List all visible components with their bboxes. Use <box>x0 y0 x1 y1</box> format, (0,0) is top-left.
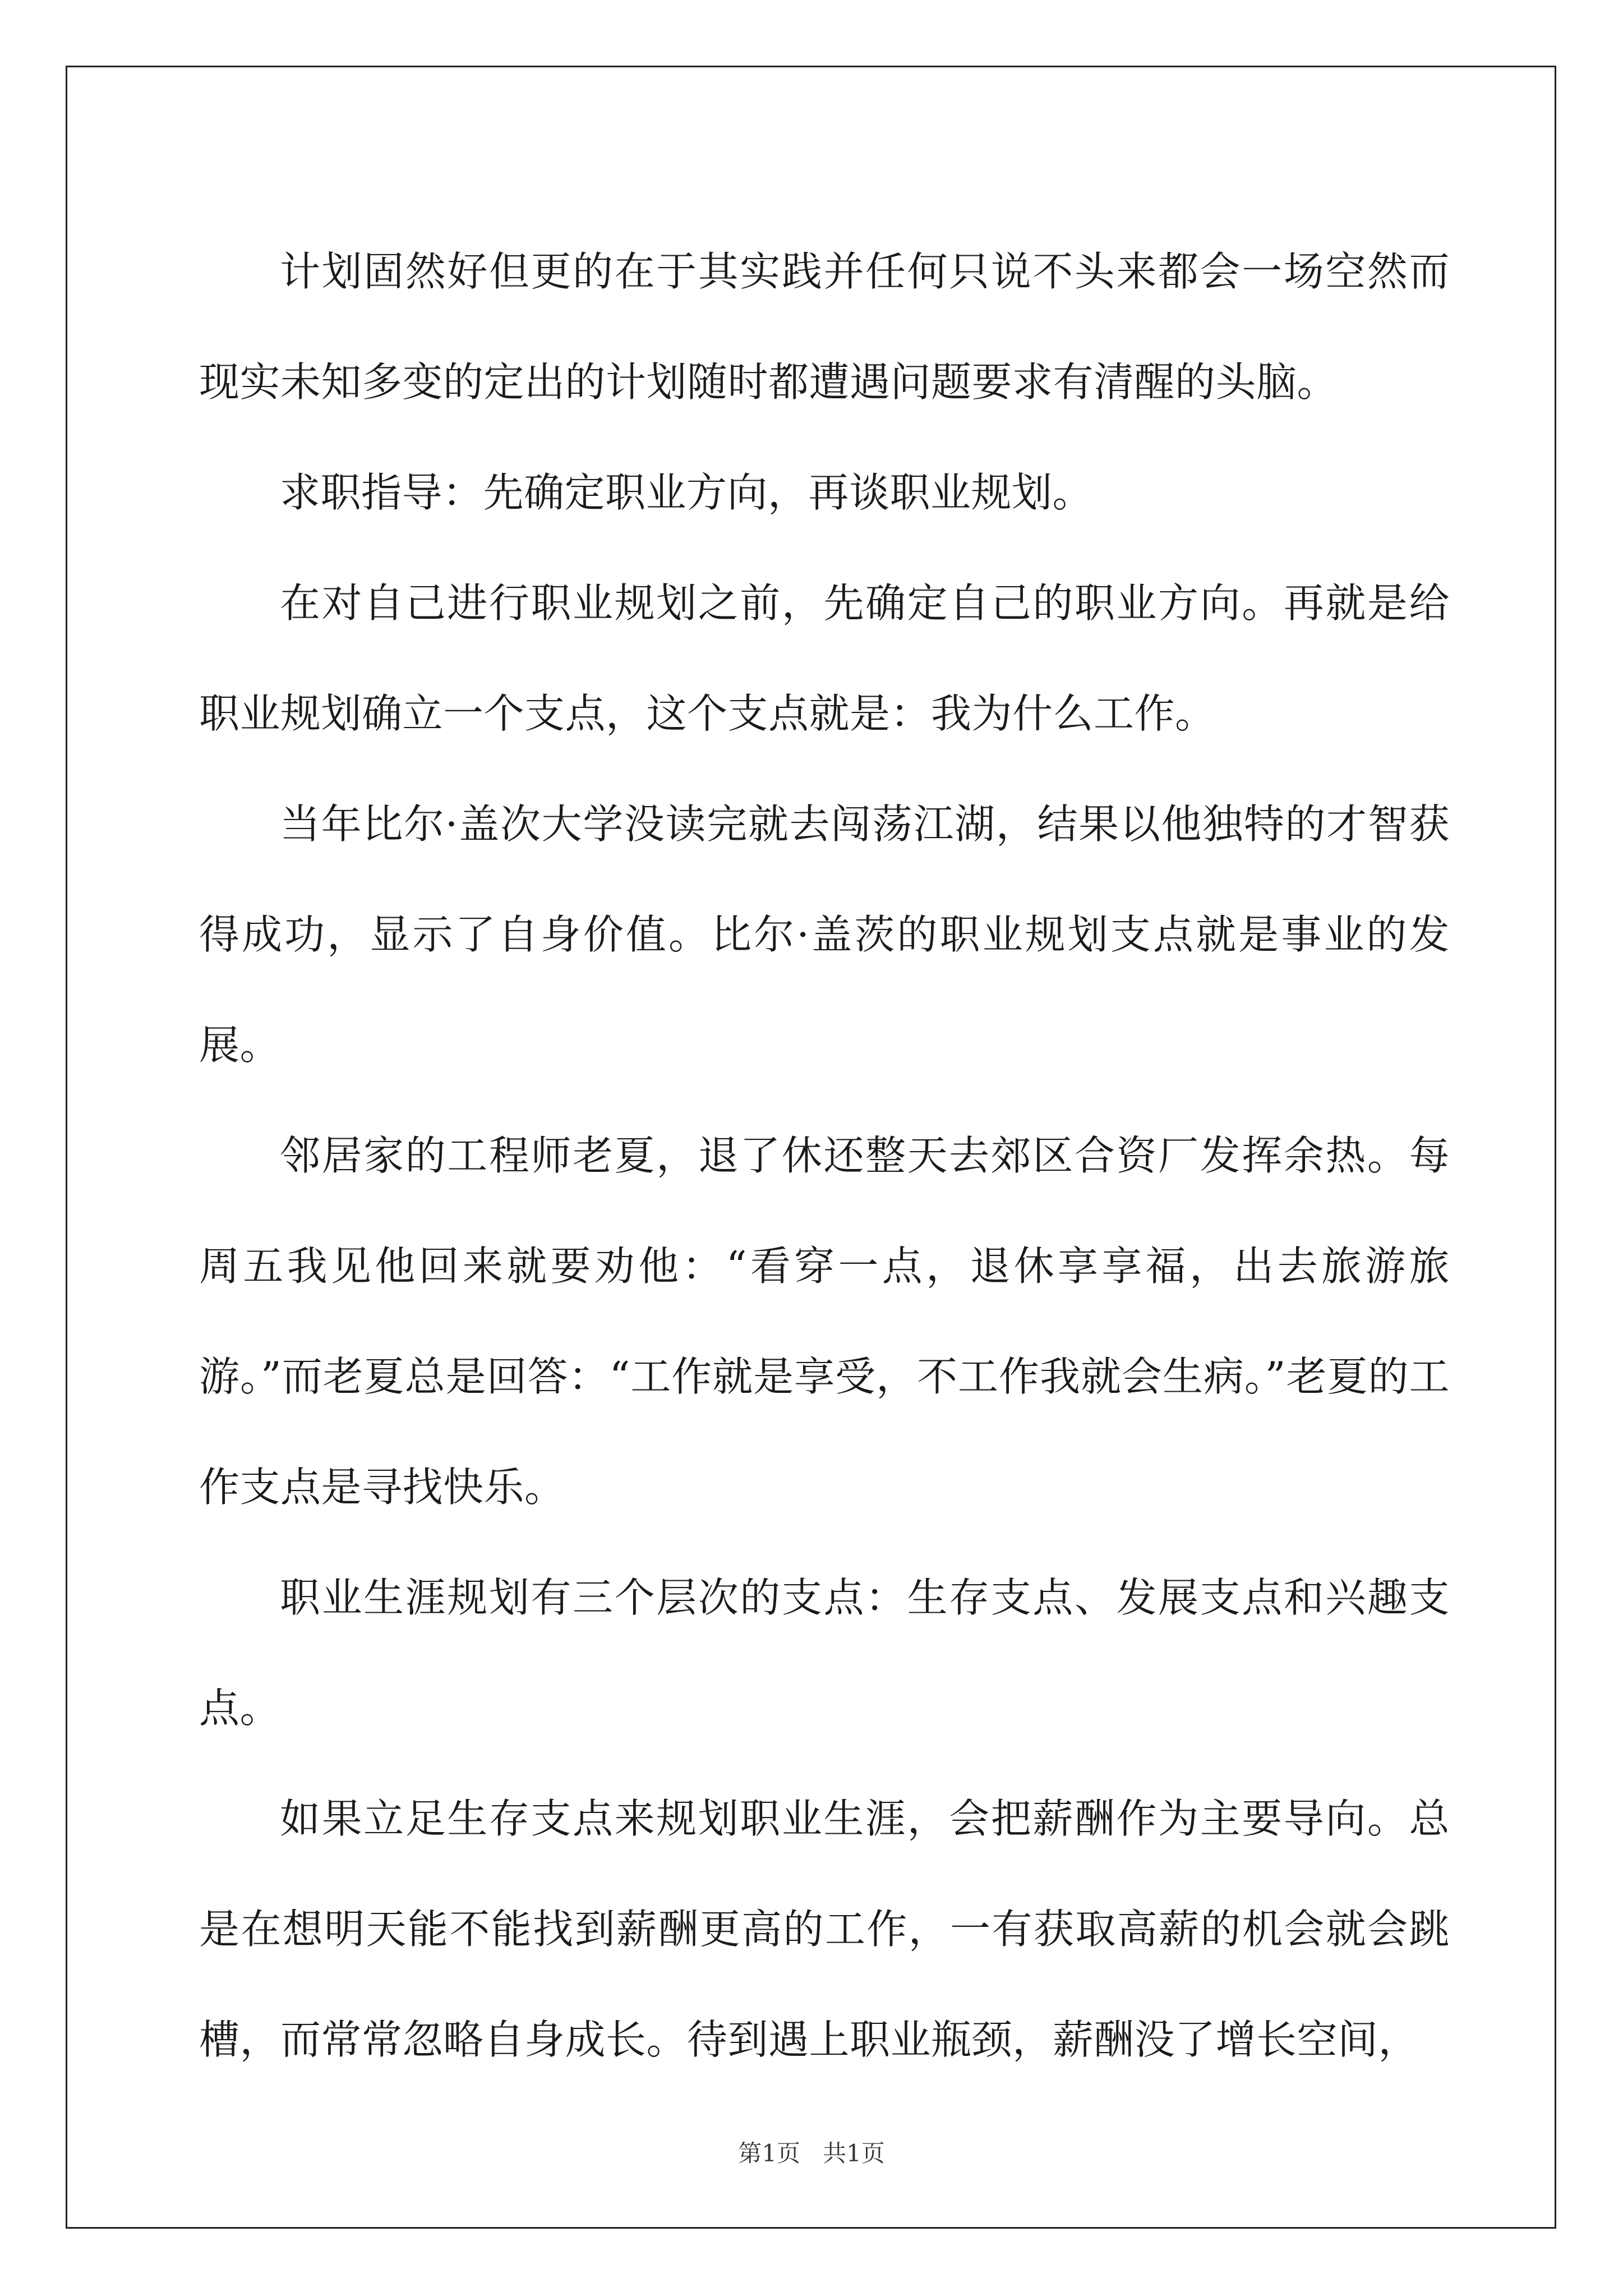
paragraph-6: 职业生涯规划有三个层次的支点：生存支点、发展支点和兴趣支点。 <box>199 1574 1450 1732</box>
paragraph-4: 当年比尔·盖次大学没读完就去闯荡江湖，结果以他独特的才智获得成功，显示了自身价值。比尔·盖茨的职业规划支点就是事业的发展。 <box>199 800 1450 1069</box>
paragraph-2: 求职指导：先确定职业方向，再谈职业规划。 <box>280 469 1094 516</box>
paragraph-3: 在对自己进行职业规划之前，先确定自己的职业方向。再就是给职业规划确立一个支点，这个支点就是：我为什么工作。 <box>199 579 1450 737</box>
page-footer: 第1页 共1页 <box>738 2139 885 2167</box>
paragraph-1: 计划固然好但更的在于其实践并任何只说不头来都会一场空然而现实未知多变的定出的计划随时都遭遇问题要求有清醒的头脑。 <box>199 248 1450 406</box>
paragraph-7: 如果立足生存支点来规划职业生涯，会把薪酬作为主要导向。总是在想明天能不能找到薪酬更高的工作，一有获取高薪的机会就会跳槽，而常常忽略自身成长。待到遇上职业瓶颈，薪酬没了增长空间， <box>199 1795 1450 2063</box>
document-body <box>199 217 1450 2095</box>
paragraph-5: 邻居家的工程师老夏，退了休还整天去郊区合资厂发挥余热。每周五我见他回来就要劝他：“看穿一点，退休享享福，出去旅游旅游。”而老夏总是回答：“工作就是享受，不工作我就会生病。”老夏的工作支点是寻找快乐。 <box>199 1132 1450 1511</box>
